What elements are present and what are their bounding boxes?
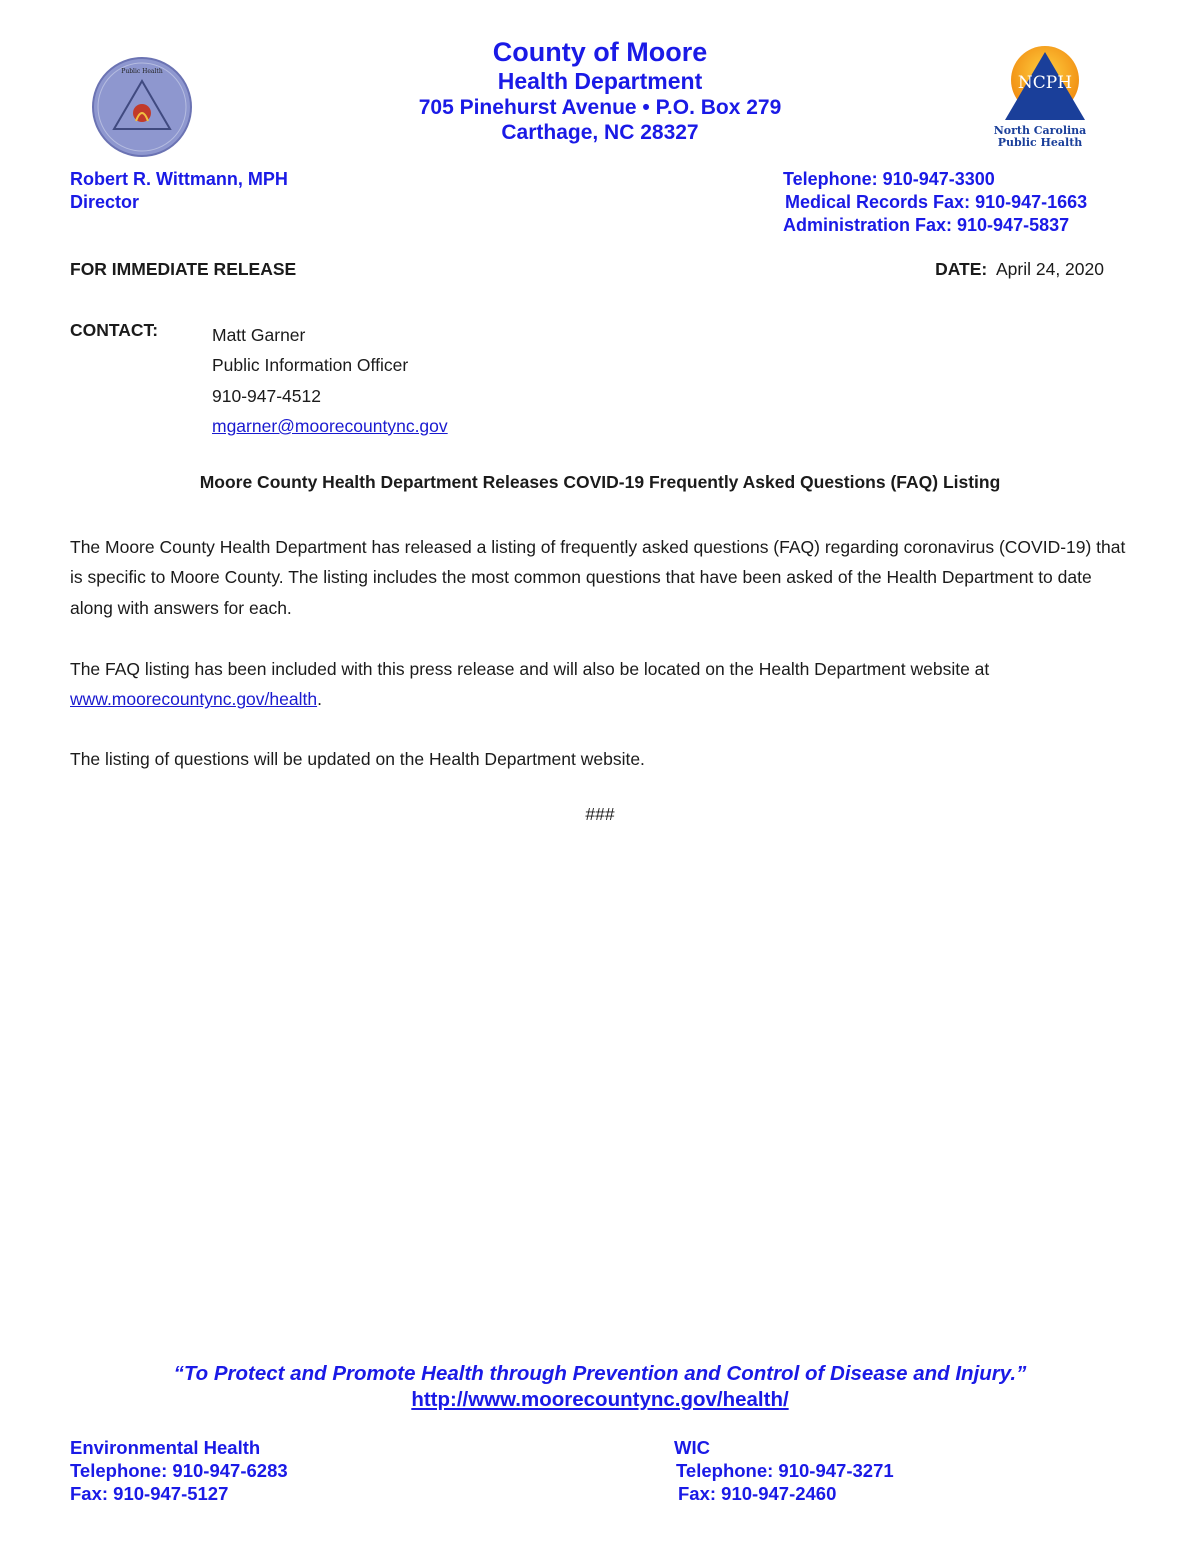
ncph-line2: Public Health	[997, 136, 1083, 149]
contact-label: CONTACT:	[70, 320, 159, 340]
env-fax: Fax: 910-947-5127	[70, 1483, 229, 1504]
contact-details	[212, 320, 448, 441]
wic-phone: Telephone: 910-947-3271	[676, 1460, 894, 1481]
department-name: Health Department	[497, 68, 703, 94]
director-block	[70, 168, 288, 214]
administration-fax: Administration Fax: 910-947-5837	[783, 215, 1070, 235]
mission-motto: “To Protect and Promote Health through Prevention and Control of Disease and Injury.”	[173, 1362, 1027, 1385]
environmental-health-block	[70, 1436, 288, 1505]
wic-block	[674, 1436, 894, 1505]
paragraph-2-text: The FAQ listing has been included with this press release and will also be located on the Health Department website at	[70, 659, 990, 679]
contact-email-link[interactable]: mgarner@moorecountync.gov	[212, 415, 448, 436]
letterhead	[300, 36, 900, 145]
date-value: April 24, 2020	[996, 259, 1104, 279]
main-telephone: Telephone: 910-947-3300	[783, 169, 995, 189]
env-phone: Telephone: 910-947-6283	[70, 1460, 288, 1481]
director-title: Director	[70, 192, 140, 212]
county-name: County of Moore	[492, 37, 708, 67]
county-seal-logo	[90, 55, 194, 159]
env-title: Environmental Health	[70, 1437, 261, 1458]
seal-text: Public Health	[121, 68, 163, 75]
contact-name: Matt Garner	[212, 325, 306, 345]
paragraph-3: The listing of questions will be updated on the Health Department website.	[70, 749, 645, 769]
medical-records-fax: Medical Records Fax: 910-947-1663	[785, 192, 1088, 212]
press-headline: Moore County Health Department Releases COVID-19 Frequently Asked Questions (FAQ) Listing	[199, 472, 1001, 492]
phone-block	[783, 168, 1087, 237]
paragraph-2-period: .	[317, 689, 322, 710]
release-date	[935, 259, 1104, 280]
wic-fax: Fax: 910-947-2460	[678, 1483, 837, 1504]
wic-title: WIC	[674, 1437, 710, 1458]
release-label: FOR IMMEDIATE RELEASE	[70, 259, 297, 279]
date-label: DATE:	[935, 259, 988, 279]
director-name: Robert R. Wittmann, MPH	[70, 169, 288, 189]
health-website-link[interactable]: www.moorecountync.gov/health	[70, 689, 318, 710]
city-address: Carthage, NC 28327	[501, 121, 699, 144]
end-mark: ###	[585, 804, 615, 824]
street-address: 705 Pinehurst Avenue • P.O. Box 279	[418, 96, 782, 119]
paragraph-1: The Moore County Health Department has released a listing of frequently asked questions (FAQ) regarding coronavirus (COVID-19) that is specific to Moore County. The listing includes the most common questions that have been asked of the Health Department to date along with answers for each.	[70, 537, 1126, 618]
ncph-line1: North Carolina	[993, 124, 1087, 137]
ncph-abbr: NCPH	[1017, 73, 1073, 93]
paragraph-2	[70, 654, 1132, 715]
footer-url-link[interactable]: http://www.moorecountync.gov/health/	[411, 1388, 789, 1411]
contact-phone: 910-947-4512	[212, 385, 321, 406]
contact-role: Public Information Officer	[212, 355, 409, 376]
ncph-logo	[990, 42, 1090, 154]
